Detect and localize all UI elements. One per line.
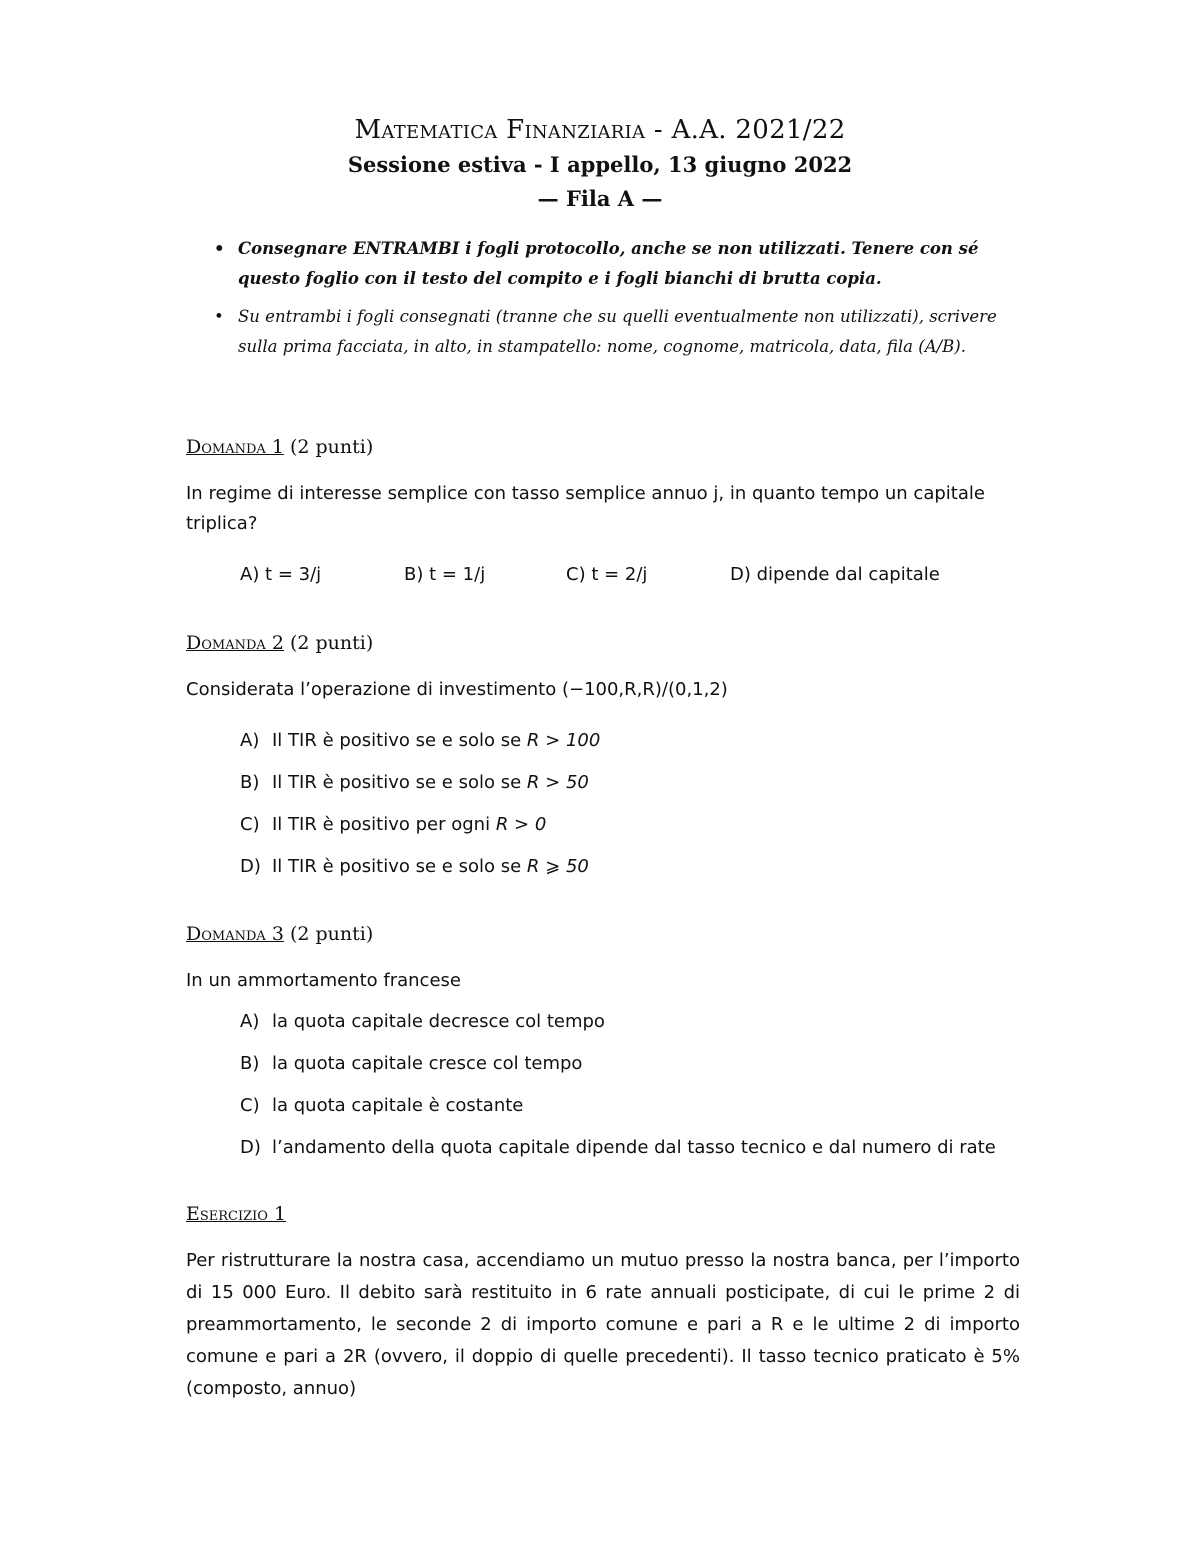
option-text: la quota capitale decresce col tempo <box>272 1011 605 1032</box>
question-heading <box>186 919 1020 949</box>
question-3 <box>186 919 1020 1175</box>
option-letter: C) <box>240 1095 260 1116</box>
instruction-text: Consegnare ENTRAMBI i fogli protocollo, anche se non utilizzati. Tenere con sé questo foglio con il testo del compito e i fogli bianchi di brutta copia. <box>238 239 979 288</box>
exercise-heading <box>186 1199 1020 1229</box>
option-text: la quota capitale cresce col tempo <box>272 1053 583 1074</box>
document-header <box>0 112 1200 216</box>
option-text: Il TIR è positivo per ogni <box>272 814 496 835</box>
bullet-icon: • <box>214 307 224 326</box>
exercise-1 <box>186 1199 1020 1405</box>
option-letter: A) <box>240 730 260 751</box>
question-2 <box>186 628 1020 894</box>
option-text: Il TIR è positivo se e solo se <box>272 772 527 793</box>
option-text: la quota capitale è costante <box>272 1095 524 1116</box>
question-points: (2 punti) <box>289 923 374 945</box>
answer-option <box>186 1049 1020 1091</box>
instruction-item <box>214 234 1020 294</box>
option-letter: B) <box>240 1053 260 1074</box>
option-text: l’andamento della quota capitale dipende dal tasso tecnico e dal numero di rate <box>272 1137 996 1158</box>
question-text: Considerata l’operazione di investimento (−100,R,R)/(0,1,2) <box>186 679 728 700</box>
question-text: In regime di interesse semplice con tasso semplice annuo j, in quanto tempo un capitale triplica? <box>186 483 985 534</box>
answer-options <box>186 560 1020 590</box>
option-letter: B) <box>240 772 260 793</box>
instructions-list <box>214 234 1020 370</box>
option-text: Il TIR è positivo se e solo se <box>272 730 527 751</box>
option-letter: C) <box>240 814 260 835</box>
answer-option <box>186 852 1020 894</box>
question-label: Domanda 3 <box>186 923 284 945</box>
option-math: R > 100 <box>526 730 601 751</box>
answer-options <box>186 1007 1020 1175</box>
option-math: R > 50 <box>526 772 589 793</box>
bullet-icon: • <box>214 239 225 258</box>
question-heading <box>186 432 1020 462</box>
exam-session: Sessione estiva - I appello, 13 giugno 2022 <box>347 152 853 177</box>
answer-option <box>186 768 1020 810</box>
answer-option: C) t = 2/j <box>566 564 648 585</box>
exercise-label: Esercizio 1 <box>186 1203 287 1225</box>
answer-options <box>186 726 1020 894</box>
answer-option <box>186 1091 1020 1133</box>
option-letter: A) <box>240 1011 260 1032</box>
option-math: R ⩾ 50 <box>526 856 589 877</box>
answer-option: B) t = 1/j <box>404 564 486 585</box>
question-label: Domanda 1 <box>186 436 284 458</box>
question-points: (2 punti) <box>289 436 374 458</box>
option-letter: D) <box>240 856 261 877</box>
answer-option: D) dipende dal capitale <box>730 564 940 585</box>
answer-option <box>186 810 1020 852</box>
option-letter: D) <box>240 1137 261 1158</box>
question-points: (2 punti) <box>289 632 374 654</box>
answer-option <box>186 726 1020 768</box>
exercise-text: Per ristrutturare la nostra casa, accendiamo un mutuo presso la nostra banca, per l’importo di 15 000 Euro. Il debito sarà restituito in 6 rate annuali posticipate, di cui le prime 2 di preammortamento, le seconde 2 di importo comune e pari a R e le ultime 2 di importo comune e pari a 2R (ovvero, il doppio di quelle precedenti). Il tasso tecnico praticato è 5% (composto, annuo) <box>186 1250 1020 1399</box>
answer-option: A) t = 3/j <box>240 564 322 585</box>
exam-version: — Fila A — <box>537 186 663 211</box>
question-label: Domanda 2 <box>186 632 284 654</box>
question-heading <box>186 628 1020 658</box>
instruction-item <box>214 302 1020 362</box>
exam-title: Matematica Finanziaria - A.A. 2021/22 <box>354 115 846 145</box>
answer-option <box>186 1133 1020 1175</box>
option-math: R > 0 <box>495 814 547 835</box>
instruction-text: Su entrambi i fogli consegnati (tranne che su quelli eventualmente non utilizzati), scrivere sulla prima facciata, in alto, in stampatello: nome, cognome, matricola, data, fila (A/B). <box>238 307 997 356</box>
question-text: In un ammortamento francese <box>186 970 461 991</box>
question-1 <box>186 432 1020 590</box>
option-text: Il TIR è positivo se e solo se <box>272 856 527 877</box>
answer-option <box>186 1007 1020 1049</box>
